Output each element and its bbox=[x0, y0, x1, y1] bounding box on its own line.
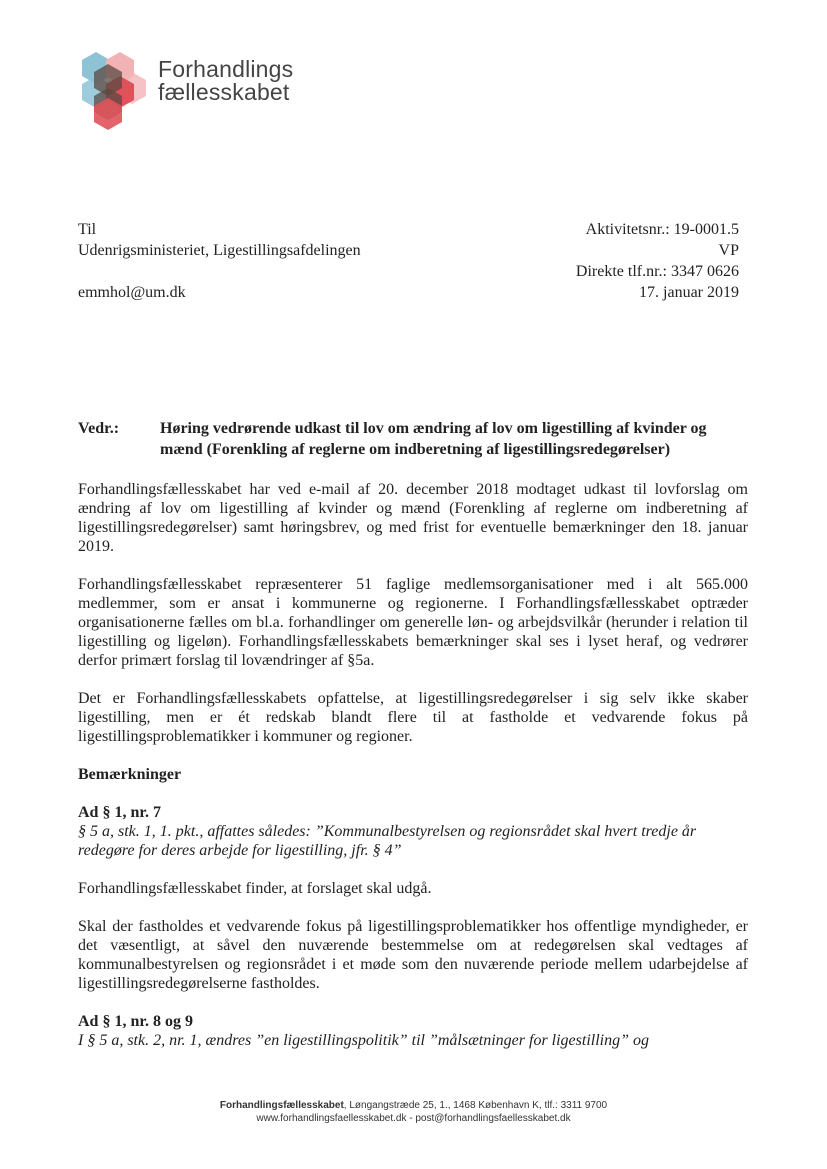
letter-date: 17. januar 2019 bbox=[639, 284, 739, 301]
footer-org: Forhandlingsfællesskabet bbox=[219, 1100, 344, 1111]
logo-wordmark bbox=[158, 58, 293, 104]
subheading-1: Ad § 1, nr. 7 bbox=[78, 804, 161, 821]
footer bbox=[0, 1099, 827, 1125]
paragraph-opinion: Det er Forhandlingsfællesskabets opfattelse, at ligestillingsredegørelser i sig selv ikke skaber ligestilling, men er ét redskab blandt flere til at fastholde et vedvarende fokus på ligestillingsproblematikker i kommuner og regioner. bbox=[78, 690, 748, 745]
subject-line bbox=[78, 418, 748, 460]
direct-phone: Direkte tlf.nr.: 3347 0626 bbox=[575, 263, 739, 280]
quote-1: § 5 a, stk. 1, 1. pkt., affattes således: ”Kommunalbestyrelsen og regionsrådet skal hvert tredje år redegøre for deres arbejde for ligestilling, jfr. § 4” bbox=[78, 823, 697, 859]
letter-body bbox=[78, 480, 748, 1050]
recipient-email: emmhol@um.dk bbox=[78, 284, 186, 301]
quote-2: I § 5 a, stk. 2, nr. 1, ændres ”en ligestillingspolitik” til ”målsætninger for ligestilling” og bbox=[78, 1032, 650, 1049]
initials: VP bbox=[718, 242, 739, 259]
recipient-block bbox=[78, 219, 361, 261]
paragraph-intro: Forhandlingsfællesskabet har ved e-mail af 20. december 2018 modtaget udkast til lovforslag om ændring af lov om ligestilling af kvinder og mænd (Forenkling af reglerne om indberetning af ligestillingsredegørelser) samt høringsbrev, og med frist for eventuelle bemærkninger den 18. januar 2019. bbox=[78, 481, 748, 555]
logo-line-1: Forhandlings bbox=[158, 56, 294, 82]
footer-address: , Løngangstræde 25, 1., 1468 København K, tlf.: 3311 9700 bbox=[343, 1100, 608, 1111]
activity-number: Aktivitetsnr.: 19-0001.5 bbox=[585, 221, 739, 238]
meta-block bbox=[576, 219, 739, 303]
paragraph-representation: Forhandlingsfællesskabet repræsenterer 51 faglige medlemsorganisationer med i alt 565.000 medlemmer, som er ansat i kommunerne og regionerne. I Forhandlingsfællesskabet optræder organisationerne fælles om bl.a. forhandlinger om generelle løn- og arbejdsvilkår (herunder i relation til ligestilling og ligeløn). Forhandlingsfællesskabets bemærkninger skal ses i lyset heraf, og vedrører derfor primært forslag til lovændringer af §5a. bbox=[78, 576, 748, 669]
recipient-organisation: Udenrigsministeriet, Ligestillingsafdelingen bbox=[78, 242, 361, 259]
logo bbox=[78, 48, 318, 130]
subheading-2: Ad § 1, nr. 8 og 9 bbox=[78, 1013, 193, 1030]
section-heading: Bemærkninger bbox=[78, 766, 182, 783]
recipient-to-label: Til bbox=[78, 221, 97, 238]
subject-text: Høring vedrørende udkast til lov om ændring af lov om ligestilling af kvinder og mænd (Forenkling af reglerne om indberetning af ligestillingsredegørelser) bbox=[160, 420, 707, 458]
paragraph-conclusion: Forhandlingsfællesskabet finder, at forslaget skal udgå. bbox=[78, 880, 432, 897]
logo-mark-icon bbox=[78, 48, 150, 130]
logo-line-2: fællesskabet bbox=[158, 79, 290, 105]
footer-line-2: www.forhandlingsfaellesskabet.dk - post@forhandlingsfaellesskabet.dk bbox=[256, 1113, 571, 1124]
paragraph-argument: Skal der fastholdes et vedvarende fokus på ligestillingsproblematikker hos offentlige myndigheder, er det væsentligt, at såvel den nuværende bestemmelse om at redegørelsen skal vedtages af kommunalbestyrelsen og regionsrådet i et møde som den nuværende periode mellem udarbejdelse af ligestillingsredegørelserne fastholdes. bbox=[78, 918, 748, 992]
footer-line-1 bbox=[0, 1099, 827, 1112]
subject-label: Vedr.: bbox=[78, 420, 120, 437]
